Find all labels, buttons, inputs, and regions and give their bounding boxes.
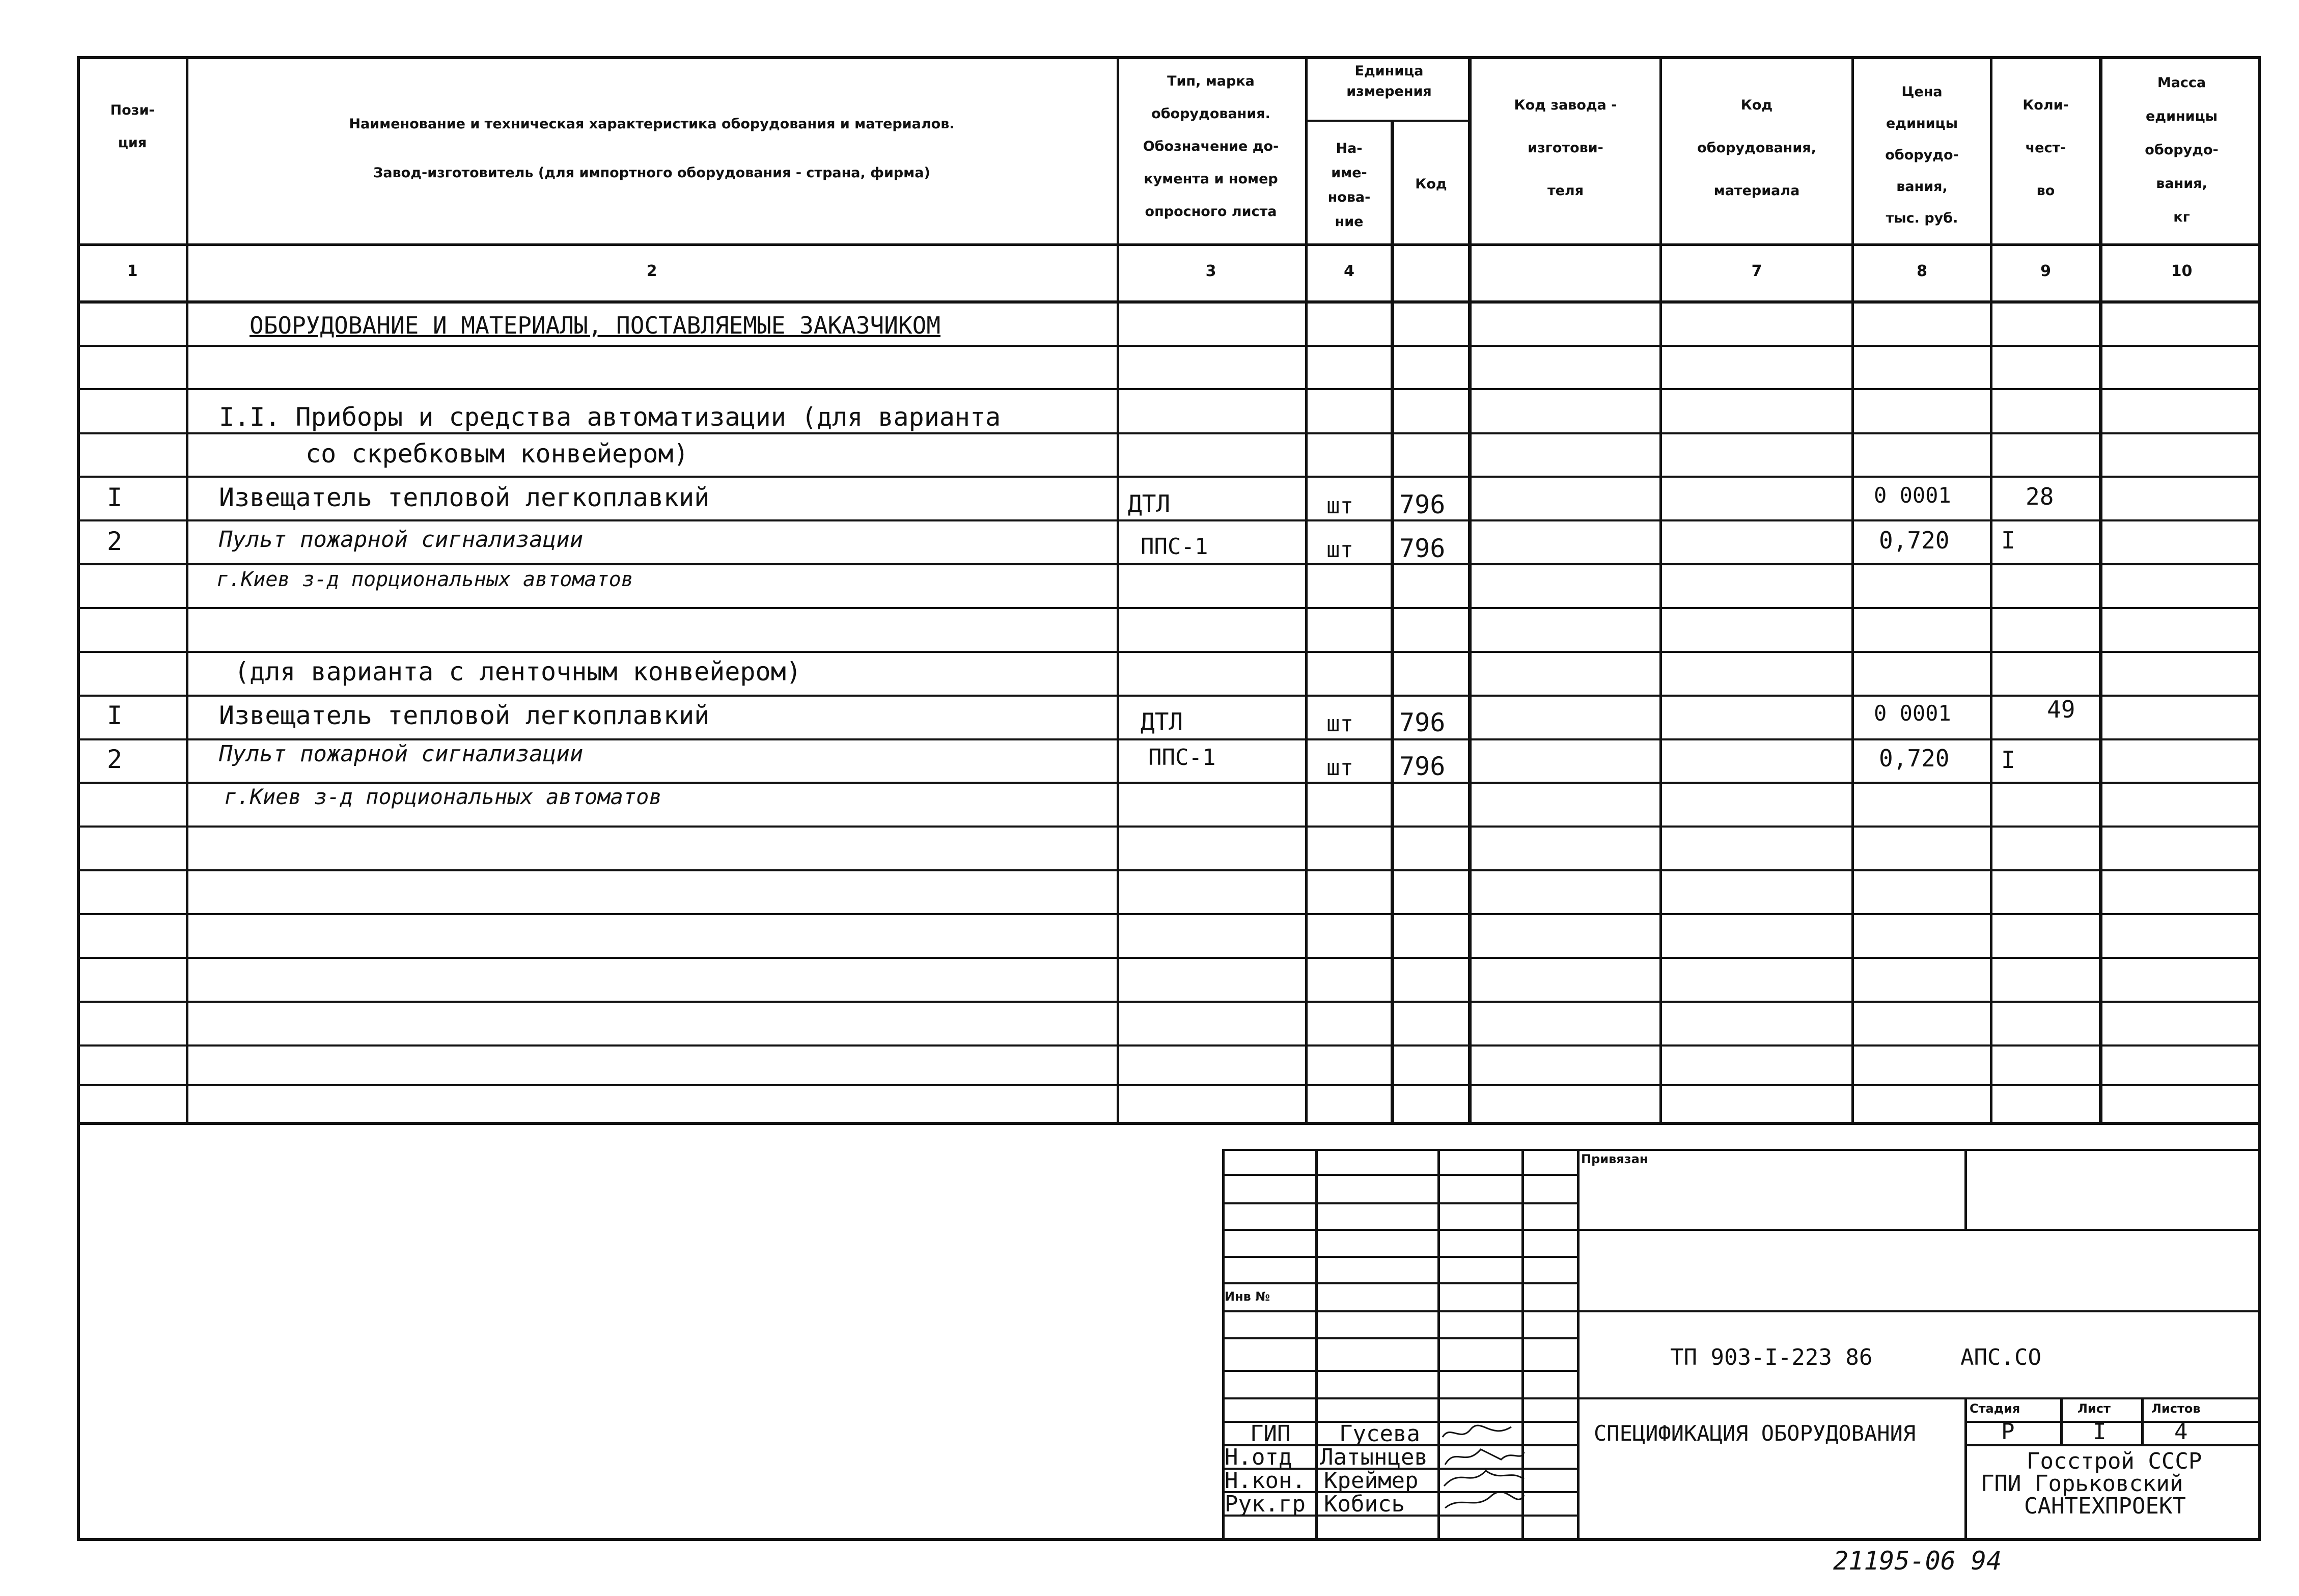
header-unit-name: На- име- нова- ние xyxy=(1327,141,1371,230)
header-position: Пози- ция xyxy=(110,102,155,151)
tb-row xyxy=(1222,1370,1577,1372)
row-type: ДТЛ xyxy=(1141,708,1183,735)
tb-sep xyxy=(1315,1149,1318,1541)
subsection-title-cont: со скребковым конвейером) xyxy=(306,439,689,469)
row-name: г.Киев з-д порциональных автоматов xyxy=(224,784,662,809)
row-unit: шт xyxy=(1326,537,1353,563)
doc-code: ТП 903-I-223 86 xyxy=(1670,1344,1873,1370)
row-sep xyxy=(77,1084,2261,1086)
row-unit: шт xyxy=(1326,755,1353,781)
col-number: 3 xyxy=(1205,262,1216,280)
row-name: Извещатель тепловой легкоплавкий xyxy=(219,701,710,730)
stage-header: Стадия xyxy=(1970,1401,2020,1416)
col-number: 7 xyxy=(1751,262,1762,280)
col-number: 8 xyxy=(1917,262,1927,280)
tb-row xyxy=(1222,1202,1577,1204)
row-position: I xyxy=(107,701,123,730)
col-number: 2 xyxy=(646,262,657,280)
row-sep xyxy=(77,957,2261,959)
tb-row xyxy=(1577,1229,2261,1231)
row-type: ППС-1 xyxy=(1141,534,1208,560)
tb-row xyxy=(1222,1337,1577,1339)
header-quantity: Коли- чест- во xyxy=(2023,97,2069,199)
stage-value: Р xyxy=(2001,1419,2015,1445)
row-sep xyxy=(77,651,2261,653)
tb-row xyxy=(1222,1229,1577,1231)
col-number: 9 xyxy=(2040,262,2051,280)
privyazan-label: Привязан xyxy=(1581,1152,1648,1166)
row-sep xyxy=(77,476,2261,478)
org-line-3: САНТЕХПРОЕКТ xyxy=(2024,1493,2186,1519)
org-line-2: ГПИ Горьковский xyxy=(1981,1471,2183,1497)
role-group-lead: Рук.гр xyxy=(1225,1491,1306,1517)
row-sep xyxy=(77,432,2261,434)
doc-mark: АПС.СО xyxy=(1960,1344,2041,1370)
tb-row xyxy=(1222,1282,1577,1284)
col-number: 4 xyxy=(1344,262,1354,280)
tb-sep xyxy=(1964,1397,1967,1541)
tb-top xyxy=(1222,1149,2261,1151)
sheets-header: Листов xyxy=(2151,1401,2201,1416)
tb-row xyxy=(1222,1397,1577,1399)
header-mass: Масса единицы оборудо- вания, кг xyxy=(2145,75,2219,225)
row-sep xyxy=(77,825,2261,828)
table-bottom xyxy=(77,1122,2261,1125)
row-sep xyxy=(1305,120,1471,122)
row-position: I xyxy=(107,483,123,512)
header-name-line1: Наименование и техническая характеристика оборудования и материалов. xyxy=(349,116,955,132)
role-head-dept: Н.отд xyxy=(1225,1444,1292,1470)
row-sep xyxy=(77,519,2261,521)
tb-row xyxy=(1222,1256,1577,1258)
row-unit-code: 796 xyxy=(1399,534,1446,563)
row-price: 0 0001 xyxy=(1874,701,1951,726)
signature-head-dept xyxy=(1440,1444,1527,1468)
col-sep xyxy=(1659,56,1662,1123)
subsection-variant: (для варианта с ленточным конвейером) xyxy=(234,657,801,686)
signature-gip xyxy=(1440,1422,1516,1444)
row-unit: шт xyxy=(1326,493,1353,519)
row-price: 0,720 xyxy=(1879,527,1950,554)
tb-sep xyxy=(2060,1397,2063,1444)
org-line-1: Госстрой СССР xyxy=(2027,1448,2202,1474)
archive-number: 21195-06 94 xyxy=(1833,1546,2002,1576)
row-price: 0 0001 xyxy=(1874,483,1951,508)
row-sep xyxy=(77,563,2261,565)
section-title: ОБОРУДОВАНИЕ И МАТЕРИАЛЫ, ПОСТАВЛЯЕМЫЕ ЗАКАЗЧИКОМ xyxy=(250,312,941,339)
name-head-dept: Латынцев xyxy=(1320,1444,1428,1470)
role-gip: ГИП xyxy=(1250,1421,1291,1447)
row-sep xyxy=(77,913,2261,915)
sheet-value: I xyxy=(2093,1419,2107,1445)
row-sep xyxy=(77,345,2261,347)
row-sep xyxy=(77,607,2261,609)
row-qty: 49 xyxy=(2047,696,2075,723)
row-name: Пульт пожарной сигнализации xyxy=(219,527,584,553)
inv-label: Инв № xyxy=(1225,1289,1270,1304)
header-name-line2: Завод-изготовитель (для импортного оборудования - страна, фирма) xyxy=(373,165,930,181)
row-price: 0,720 xyxy=(1879,745,1950,772)
col-sep xyxy=(2099,56,2102,1123)
row-unit-code: 796 xyxy=(1399,708,1446,737)
row-position: 2 xyxy=(107,745,123,774)
row-sep xyxy=(77,869,2261,871)
row-sep xyxy=(77,1044,2261,1047)
row-sep xyxy=(77,695,2261,697)
col-sep xyxy=(186,56,188,1123)
header-bottom xyxy=(77,243,2261,246)
col-sep xyxy=(1468,56,1472,1123)
col-sep xyxy=(1391,120,1394,1123)
col-number: 10 xyxy=(2171,262,2193,280)
doc-title: СПЕЦИФИКАЦИЯ ОБОРУДОВАНИЯ xyxy=(1594,1421,1916,1446)
signature-group-lead xyxy=(1440,1490,1527,1514)
row-sep xyxy=(77,1001,2261,1003)
col-number: 1 xyxy=(127,262,138,280)
name-group-lead: Кобись xyxy=(1324,1491,1405,1517)
row-qty: I xyxy=(2001,527,2015,554)
role-norm-control: Н.кон. xyxy=(1225,1468,1306,1494)
row-name: г.Киев з-д порциональных автоматов xyxy=(216,568,633,591)
row-unit-code: 796 xyxy=(1399,490,1446,519)
header-unit-code: Код xyxy=(1415,176,1447,192)
row-position: 2 xyxy=(107,527,123,556)
header-type: Тип, марка оборудования. Обозначение до- кумента и номер опросного листа xyxy=(1143,73,1279,219)
header-unit: Единица измерения xyxy=(1346,63,1432,99)
row-qty: I xyxy=(2001,746,2015,774)
sheets-value: 4 xyxy=(2174,1419,2188,1445)
row-unit: шт xyxy=(1326,711,1353,737)
header-factory-code: Код завода - изготови- теля xyxy=(1514,97,1617,199)
row-unit-code: 796 xyxy=(1399,752,1446,781)
row-type: ДТЛ xyxy=(1128,490,1171,517)
name-gip: Гусева xyxy=(1339,1421,1420,1447)
number-row-bottom xyxy=(77,300,2261,304)
row-sep xyxy=(77,782,2261,784)
row-type: ППС-1 xyxy=(1148,745,1216,771)
subsection-title: I.I. Приборы и средства автоматизации (для варианта xyxy=(219,402,1001,432)
signature-norm-control xyxy=(1440,1467,1527,1490)
tb-row xyxy=(1222,1310,1577,1312)
row-sep xyxy=(77,388,2261,390)
row-sep xyxy=(77,738,2261,740)
name-norm-control: Креймер xyxy=(1324,1468,1419,1494)
tb-row xyxy=(1577,1397,2261,1399)
row-name: Извещатель тепловой легкоплавкий xyxy=(219,483,710,512)
sheet-header: Лист xyxy=(2078,1401,2111,1416)
tb-row xyxy=(1577,1310,2261,1312)
tb-row xyxy=(1222,1174,1577,1176)
row-name: Пульт пожарной сигнализации xyxy=(219,741,584,767)
tb-sep xyxy=(1577,1149,1580,1541)
header-equipment-code: Код оборудования, материала xyxy=(1697,97,1816,199)
header-price: Цена единицы оборудо- вания, тыс. руб. xyxy=(1885,84,1959,226)
tb-sep xyxy=(2141,1397,2144,1444)
row-qty: 28 xyxy=(2026,483,2054,510)
tb-sep xyxy=(1964,1149,1967,1230)
col-sep xyxy=(1990,56,1992,1123)
